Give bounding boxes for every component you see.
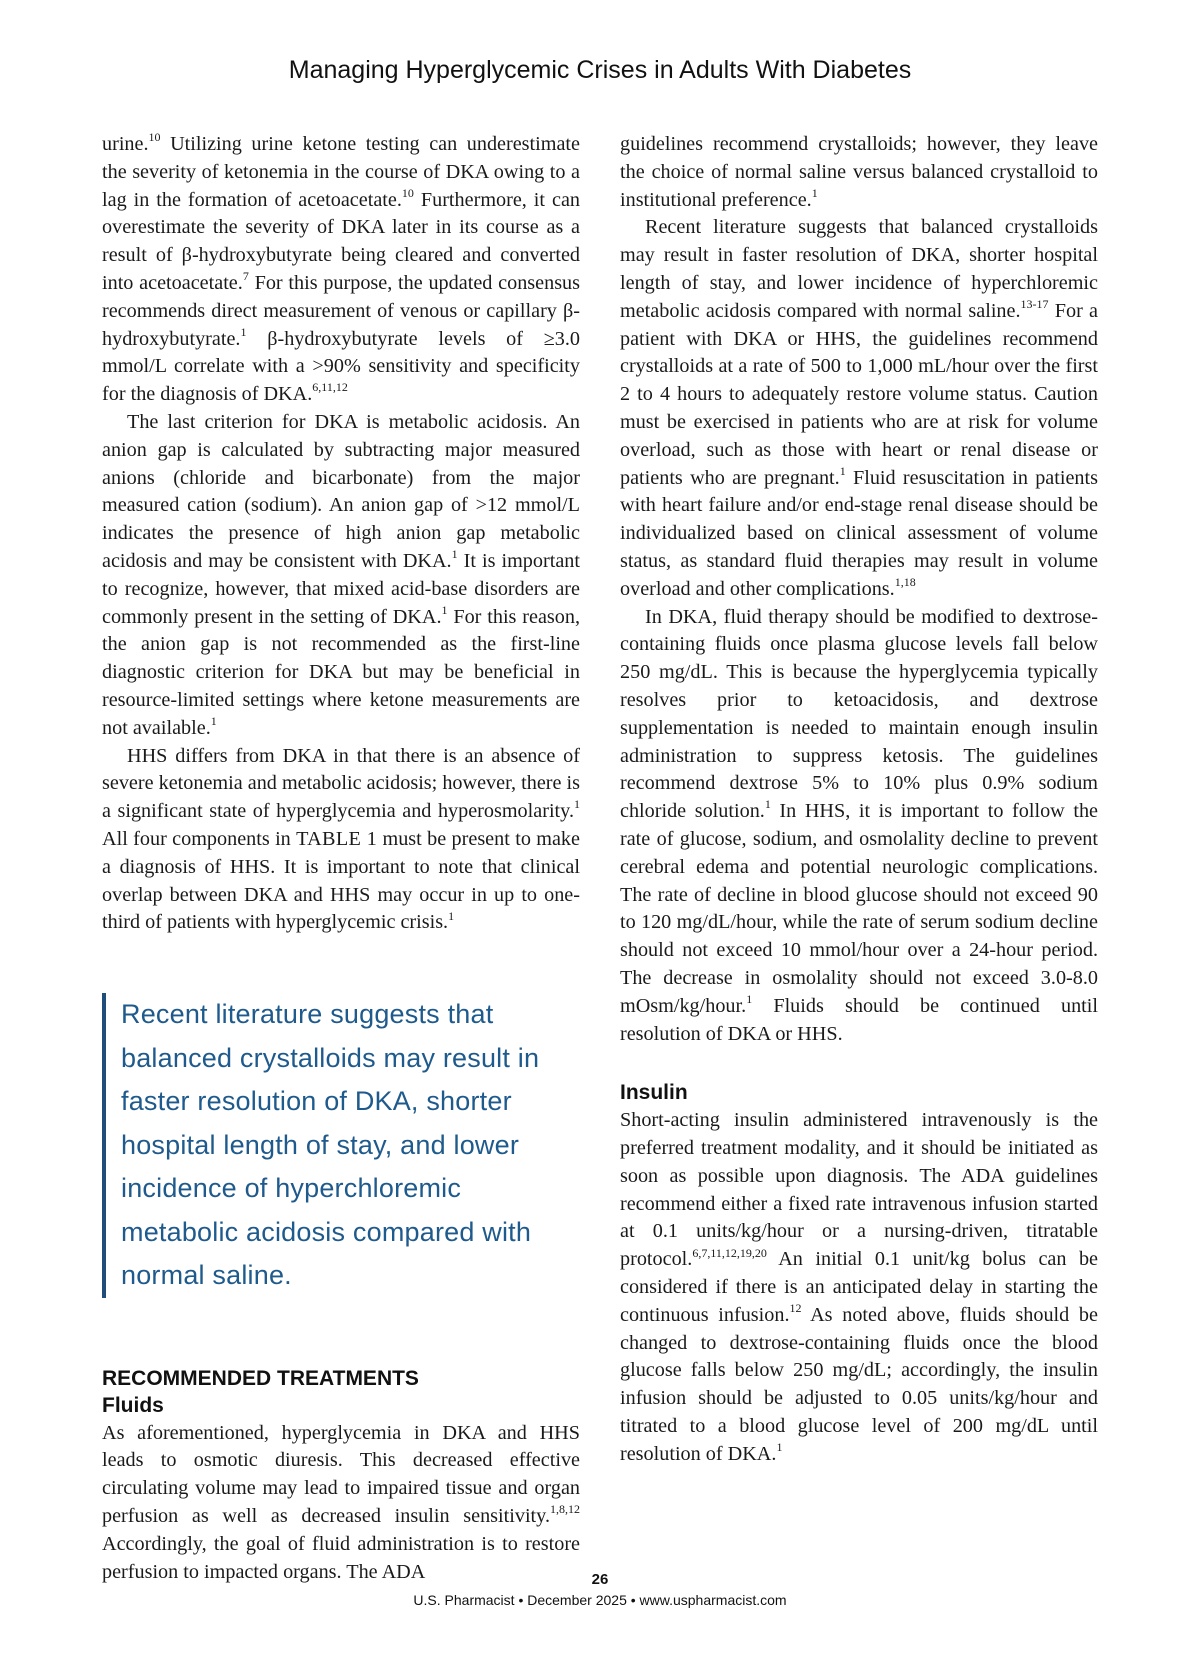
running-header: Managing Hyperglycemic Crises in Adults With Diabetes: [288, 56, 912, 84]
citation: 1: [210, 714, 217, 728]
citation: 10: [401, 185, 414, 200]
citation: 1,18: [894, 575, 916, 590]
citation: 1: [451, 547, 458, 562]
section-heading: RECOMMENDED TREATMENTS: [102, 1366, 419, 1390]
citation: 1: [839, 463, 846, 478]
body-paragraph: Recent literature suggests that balanced crystalloids may result in faster resolution of DKA, shorter hospital length of stay, and lower incidence of hyperchloremic metabolic acidosis compared with normal saline.$^{13-17}$ For a patient with DKA or HHS, the guidelines recommend crystalloids at a rate of 500 to 1,000 mL/hour over the first 2 to 4 hours to adequately restore volume status. Caution must be exercised in patients who are at risk for volume overload, such as those with heart or renal disease or patients who are pregnant.$^1$ Fluid resuscitation in patients with heart failure and/or end-stage renal disease should be individualized based on clinical assessment of volume status, as standard fluid therapies may result in volume overload and other complications.$^{1,18}$: [620, 216, 1098, 600]
citation: 10: [148, 130, 161, 145]
citation: 1: [764, 797, 771, 812]
citation: 12: [789, 1301, 802, 1316]
right-column: [620, 131, 1098, 1469]
table-reference: TABLE 1: [296, 827, 378, 850]
left-column: [102, 131, 580, 1586]
body-paragraph: Short-acting insulin administered intravenously is the preferred treatment modality, and it should be initiated as soon as possible upon diagnosis. The ADA guidelines recommend either a fixed rate intravenous infusion started at 0.1 units/kg/hour or a nursing-driven, titratable protocol.$^{6,7,11,12,19,20}$ An initial 0.1 unit/kg bolus can be considered if there is an anticipated delay in starting the continuous infusion.$^{12}$ As noted above, fluids should be changed to dextrose-containing fluids once the blood glucose falls below 250 mg/dL; accordingly, the insulin infusion should be adjusted to 0.05 units/kg/hour and titrated to a blood glucose level of 200 mg/dL until resolution of DKA.$^1$: [620, 1109, 1098, 1465]
citation: 1: [448, 908, 455, 923]
citation: 6,11,12: [312, 380, 348, 395]
citation: 1: [240, 324, 247, 339]
body-paragraph: guidelines recommend crystalloids; however, they leave the choice of normal saline versus balanced crystalloid to institutional preference.$^1$: [620, 133, 1098, 211]
citation: 1: [811, 185, 818, 200]
citation: 1: [441, 602, 448, 617]
citation: 1: [776, 1440, 783, 1455]
citation: 13-17: [1020, 297, 1049, 312]
body-paragraph: urine.$^{10}$ Utilizing urine ketone testing can underestimate the severity of ketonemia in the course of DKA owing to a lag in the formation of acetoacetate.$^{10}$ Furthermore, it can overestimate the severity of DKA later in its course as a result of β-hydroxybutyrate being cleared and converted into acetoacetate.$^7$ For this purpose, the updated consensus recommends direct measurement of venous or capillary β-hydroxybutyrate.$^1$ β-hydroxybutyrate levels of ≥3.0 mmol/L correlate with a >90% sensitivity and specificity for the diagnosis of DKA.$^{6,11,12}$: [102, 130, 580, 406]
subsection-heading-insulin: Insulin: [620, 1081, 688, 1105]
page-number: 26: [591, 1571, 609, 1588]
pull-quote: Recent literature suggests that balanced crystalloids may result in faster resolution of DKA, shorter hospital length of stay, and lower incidence of hyperchloremic metabolic acidosis compared with normal saline.: [102, 993, 580, 1298]
citation: 7: [242, 269, 249, 284]
body-paragraph: HHS differs from DKA in that there is an absence of severe ketonemia and metabolic acidosis; however, there is a significant state of hyperglycemia and hyperosmolarity.$^1$ All four components in TABLE 1 must be present to make a diagnosis of HHS. It is important to note that clinical overlap between DKA and HHS may occur in up to one-third of patients with hyperglycemic crisis.$^1$: [102, 744, 580, 934]
citation: 6,7,11,12,19,20: [692, 1245, 767, 1260]
body-paragraph: In DKA, fluid therapy should be modified to dextrose-containing fluids once plasma glucose levels fall below 250 mg/dL. This is because the hyperglycemia typically resolves prior to ketoacidosis, and dextrose supplementation is needed to maintain enough insulin administration to suppress ketosis. The guidelines recommend dextrose 5% to 10% plus 0.9% sodium chloride solution.$^1$ In HHS, it is important to follow the rate of glucose, sodium, and osmolality decline to prevent cerebral edema and potential neurologic complications. The rate of decline in blood glucose should not exceed 90 to 120 mg/dL/hour, while the rate of serum sodium decline should not exceed 10 mmol/hour over a 24-hour period. The decrease in osmolality should not exceed 3.0-8.0 mOsm/kg/hour.$^1$ Fluids should be continued until resolution of DKA or HHS.: [620, 605, 1099, 1045]
body-paragraph: The last criterion for DKA is metabolic acidosis. An anion gap is calculated by subtracting major measured anions (chloride and bicarbonate) from the major measured cation (sodium). An anion gap of >12 mmol/L indicates the presence of high anion gap metabolic acidosis and may be consistent with DKA.$^1$ It is important to recognize, however, that mixed acid-base disorders are commonly present in the setting of DKA.$^1$ For this reason, the anion gap is not recommended as the first-line diagnostic criterion for DKA but may be beneficial in resource-limited settings where ketone measurements are not available.$^1$: [102, 410, 580, 739]
subsection-heading-fluids: Fluids: [102, 1393, 164, 1417]
body-paragraph: As aforementioned, hyperglycemia in DKA and HHS leads to osmotic diuresis. This decreased effective circulating volume may lead to impaired tissue and organ perfusion as well as decreased insulin sensitivity.$^{1,8,12}$ Accordingly, the goal of fluid administration is to restore perfusion to impacted organs. The ADA: [102, 1421, 580, 1583]
citation: 1: [574, 797, 580, 812]
citation: 1,8,12: [550, 1502, 580, 1517]
citation: 1: [746, 991, 753, 1006]
publication-line: U.S. Pharmacist • December 2025 • www.uspharmacist.com: [413, 1592, 787, 1608]
